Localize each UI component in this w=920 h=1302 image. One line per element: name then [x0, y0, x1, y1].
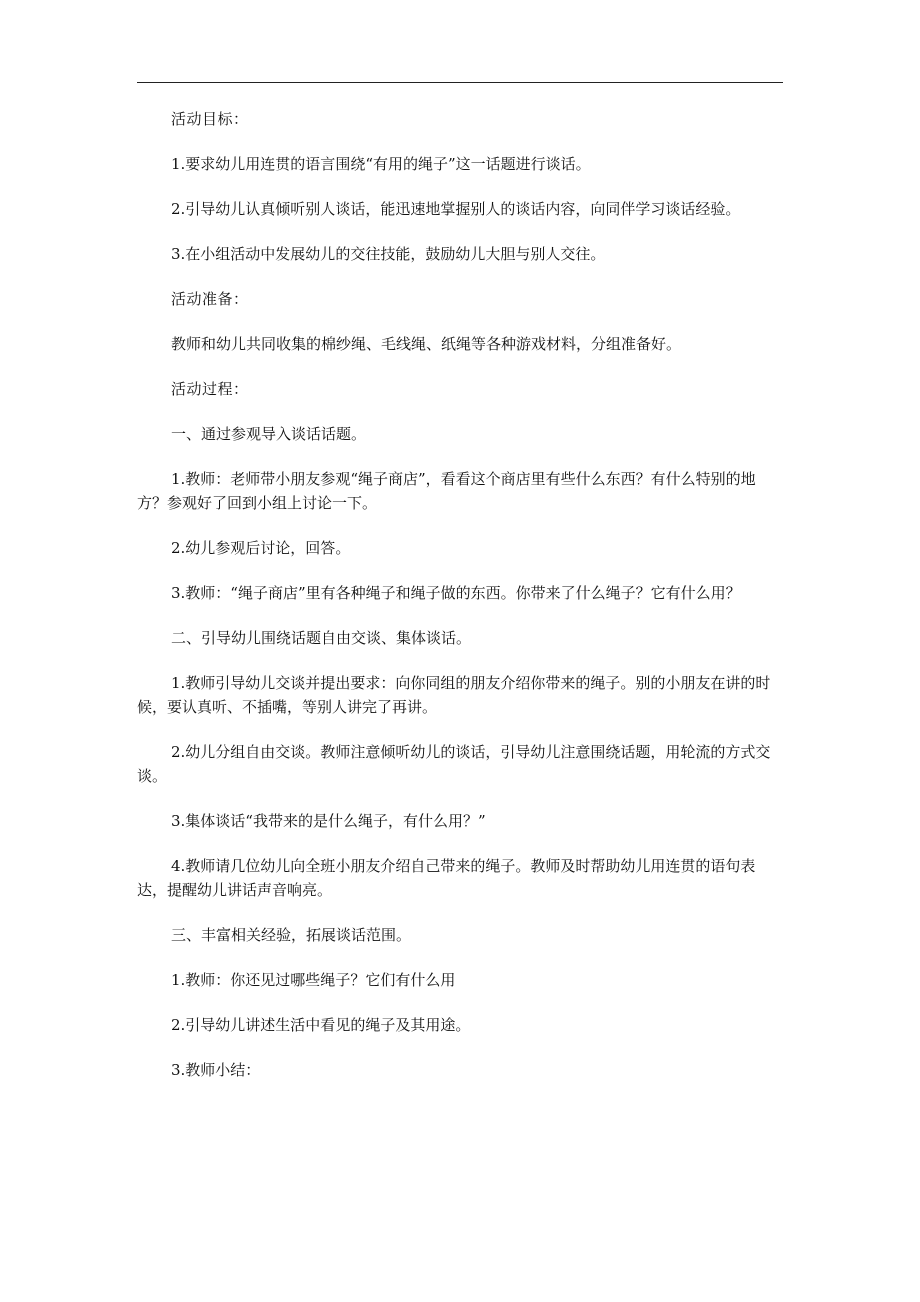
- paragraph: 2.幼儿参观后讨论，回答。: [171, 539, 351, 557]
- section-heading-goals: 活动目标：: [171, 110, 249, 128]
- step-heading-three: 三、丰富相关经验，拓展谈话范围。: [171, 926, 412, 944]
- paragraph: 3.集体谈话“我带来的是什么绳子，有什么用？”: [171, 812, 486, 830]
- document-body: [137, 107, 783, 1103]
- paragraph: 2.引导幼儿认真倾听别人谈话，能迅速地掌握别人的谈话内容，向同伴学习谈话经验。: [171, 200, 741, 218]
- paragraph: 1.教师：老师带小朋友参观“绳子商店”，看看这个商店里有些什么东西？有什么特别的地方？参观好了回到小组上讨论一下。: [137, 470, 756, 512]
- paragraph: 3.教师：“绳子商店”里有各种绳子和绳子做的东西。你带来了什么绳子？它有什么用？: [171, 584, 741, 602]
- paragraph: 3.在小组活动中发展幼儿的交往技能，鼓励幼儿大胆与别人交往。: [171, 245, 606, 263]
- paragraph: 1.教师引导幼儿交谈并提出要求：向你同组的朋友介绍你带来的绳子。别的小朋友在讲的时候，要认真听、不插嘴，等别人讲完了再讲。: [137, 674, 771, 716]
- section-heading-preparation: 活动准备：: [171, 290, 249, 308]
- step-heading-one: 一、通过参观导入谈话话题。: [171, 425, 367, 443]
- paragraph: 2.幼儿分组自由交谈。教师注意倾听幼儿的谈话，引导幼儿注意围绕话题，用轮流的方式交谈。: [137, 743, 771, 785]
- paragraph: 4.教师请几位幼儿向全班小朋友介绍自己带来的绳子。教师及时帮助幼儿用连贯的语句表达，提醒幼儿讲话声音响亮。: [137, 857, 756, 899]
- paragraph: 2.引导幼儿讲述生活中看见的绳子及其用途。: [171, 1016, 471, 1034]
- paragraph: 1.教师：你还见过哪些绳子？它们有什么用: [171, 971, 456, 989]
- header-rule: [137, 82, 783, 83]
- step-heading-two: 二、引导幼儿围绕话题自由交谈、集体谈话。: [171, 629, 472, 647]
- section-heading-process: 活动过程：: [171, 380, 249, 398]
- paragraph: 3.教师小结：: [171, 1061, 261, 1079]
- paragraph: 1.要求幼儿用连贯的语言围绕“有用的绳子”这一话题进行谈话。: [171, 155, 591, 173]
- paragraph: 教师和幼儿共同收集的棉纱绳、毛线绳、纸绳等各种游戏材料，分组准备好。: [171, 335, 682, 353]
